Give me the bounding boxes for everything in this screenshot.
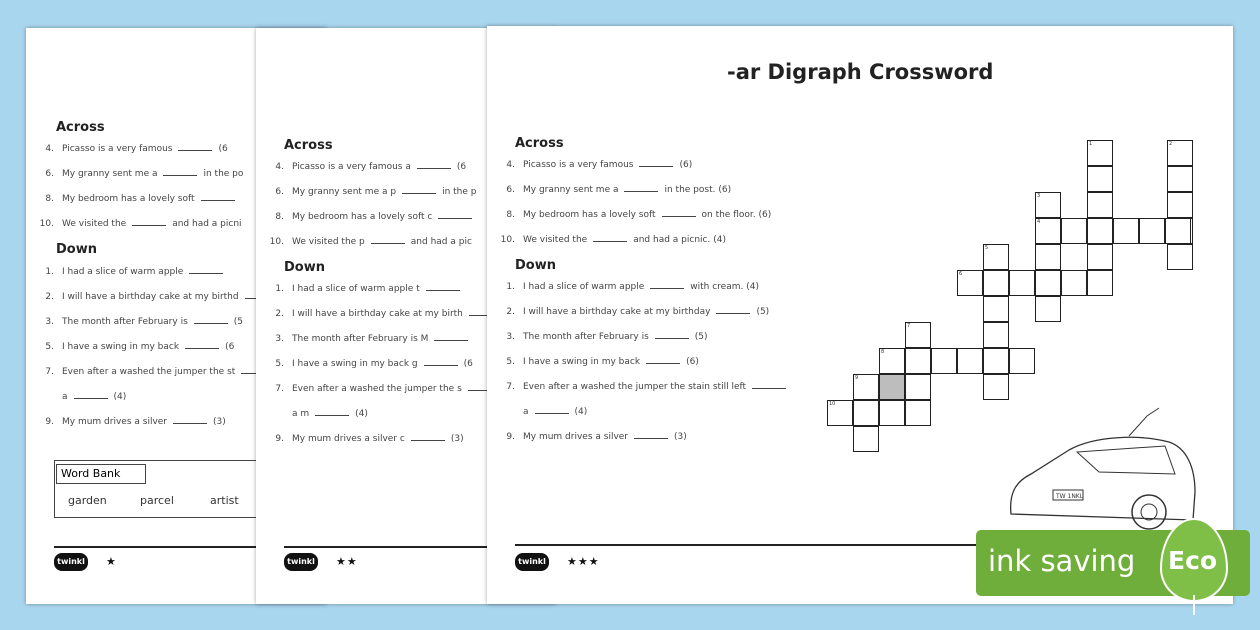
clue-text: We visited the bbox=[523, 235, 588, 245]
clue-length: (5 bbox=[233, 317, 244, 327]
clue-text: a m bbox=[292, 409, 310, 419]
crossword-cell[interactable] bbox=[1139, 218, 1165, 244]
clue-length: (6) bbox=[686, 357, 699, 367]
clue-across bbox=[32, 216, 242, 229]
clue-number: 5. bbox=[506, 357, 515, 367]
clue-down bbox=[32, 414, 226, 427]
eco-label: Eco bbox=[1168, 546, 1218, 575]
clue-number: 8. bbox=[275, 212, 284, 222]
word-bank-word: garden bbox=[68, 494, 107, 507]
clue-text: My bedroom has a lovely soft bbox=[523, 210, 656, 220]
crossword-cell[interactable] bbox=[1087, 244, 1113, 270]
crossword-cell[interactable] bbox=[1035, 270, 1061, 296]
cell-number: 5 bbox=[985, 245, 989, 251]
clue-down bbox=[32, 314, 243, 327]
clue-number: 6. bbox=[275, 187, 284, 197]
answer-blank[interactable] bbox=[411, 431, 445, 441]
clue-across bbox=[262, 209, 478, 222]
clue-down bbox=[262, 306, 509, 319]
clue-number: 4. bbox=[275, 162, 284, 172]
crossword-cell[interactable] bbox=[1009, 348, 1035, 374]
clue-text: My granny sent me a bbox=[62, 169, 158, 179]
answer-blank[interactable] bbox=[716, 304, 750, 314]
clue-across bbox=[493, 207, 771, 220]
clue-down bbox=[493, 379, 792, 392]
crossword-cell[interactable] bbox=[853, 426, 879, 452]
crossword-cell[interactable] bbox=[827, 400, 853, 426]
crossword-cell[interactable] bbox=[983, 270, 1009, 296]
answer-blank[interactable] bbox=[535, 404, 569, 414]
clue-text: a bbox=[62, 392, 68, 402]
ink-saving-label: ink saving bbox=[988, 544, 1136, 578]
crossword-cell[interactable] bbox=[905, 322, 931, 348]
crossword-cell[interactable] bbox=[957, 270, 983, 296]
clue-text: We visited the p bbox=[292, 237, 365, 247]
clue-down bbox=[493, 304, 769, 317]
clue-down bbox=[493, 329, 708, 342]
clue-text: My mum drives a silver bbox=[62, 417, 168, 427]
clue-length: (4) bbox=[355, 409, 368, 419]
crossword-cell[interactable] bbox=[1113, 218, 1139, 244]
cell-number: 1 bbox=[1089, 141, 1093, 147]
crossword-cell[interactable] bbox=[1087, 218, 1113, 244]
clue-text: a bbox=[523, 407, 529, 417]
word-bank-word: artist bbox=[210, 494, 239, 507]
across-heading: Across bbox=[284, 138, 333, 153]
clue-across bbox=[493, 157, 692, 170]
answer-blank[interactable] bbox=[438, 209, 472, 219]
clue-text: The month after February is bbox=[523, 332, 649, 342]
clue-number: 9. bbox=[506, 432, 515, 442]
across-heading: Across bbox=[56, 120, 105, 135]
clue-length: and had a pic bbox=[410, 237, 472, 247]
answer-blank[interactable] bbox=[315, 406, 349, 416]
clue-number: 10. bbox=[269, 237, 284, 247]
difficulty-stars: ★★★ bbox=[567, 555, 600, 568]
clue-text: Even after a washed the jumper the s bbox=[292, 384, 462, 394]
worksheet-three-star bbox=[487, 26, 1233, 604]
crossword-cell[interactable] bbox=[983, 296, 1009, 322]
answer-blank[interactable] bbox=[194, 314, 228, 324]
crossword-cell[interactable] bbox=[1167, 244, 1193, 270]
clue-length: in the po bbox=[203, 169, 244, 179]
clue-number: 5. bbox=[45, 342, 54, 352]
clue-text: My mum drives a silver c bbox=[292, 434, 405, 444]
twinkl-logo: twinkl bbox=[54, 553, 88, 571]
crossword-cell[interactable] bbox=[905, 374, 931, 400]
clue-length: (4) bbox=[574, 407, 588, 417]
clue-length: and had a picnic. (4) bbox=[633, 235, 726, 245]
crossword-cell[interactable] bbox=[1087, 140, 1113, 166]
cell-number: 6 bbox=[959, 271, 963, 277]
clue-text: Even after a washed the jumper the stain still left bbox=[523, 382, 747, 392]
crossword-cell[interactable] bbox=[1061, 270, 1087, 296]
word-bank-label: Word Bank bbox=[56, 464, 146, 484]
answer-blank[interactable] bbox=[624, 182, 658, 192]
car-illustration bbox=[999, 402, 1199, 532]
crossword-cell[interactable] bbox=[983, 374, 1009, 400]
answer-blank[interactable] bbox=[662, 207, 696, 217]
crossword-cell[interactable] bbox=[879, 348, 905, 374]
answer-blank[interactable] bbox=[655, 329, 689, 339]
answer-blank[interactable] bbox=[163, 166, 197, 176]
clue-text: Picasso is a very famous bbox=[523, 160, 634, 170]
clue-down bbox=[493, 404, 587, 417]
clue-down bbox=[32, 339, 234, 352]
answer-blank[interactable] bbox=[74, 389, 108, 399]
clue-across bbox=[32, 191, 241, 204]
clue-length: (5) bbox=[694, 332, 708, 342]
clue-text: The month after February is bbox=[62, 317, 188, 327]
clue-text: My bedroom has a lovely soft bbox=[62, 194, 195, 204]
clue-text: I will have a birthday cake at my birthd bbox=[62, 292, 239, 302]
answer-blank[interactable] bbox=[173, 414, 207, 424]
clue-text: I had a slice of warm apple t bbox=[292, 284, 420, 294]
clue-down bbox=[262, 431, 464, 444]
answer-blank[interactable] bbox=[371, 234, 405, 244]
clue-number: 3. bbox=[275, 334, 284, 344]
cell-number: 3 bbox=[1037, 193, 1041, 199]
clue-text: I have a swing in my back bbox=[62, 342, 180, 352]
clue-length: (3) bbox=[450, 434, 464, 444]
across-heading: Across bbox=[515, 136, 564, 151]
clue-text: The month after February is M bbox=[292, 334, 429, 344]
clue-length: (6 bbox=[225, 342, 235, 352]
clue-across bbox=[262, 234, 472, 247]
clue-number: 10. bbox=[500, 235, 515, 245]
crossword-cell[interactable] bbox=[1035, 218, 1061, 244]
clue-number: 1. bbox=[45, 267, 54, 277]
clue-number: 7. bbox=[506, 382, 515, 392]
clue-text: My mum drives a silver bbox=[523, 432, 629, 442]
crossword-cell[interactable] bbox=[1035, 192, 1061, 218]
answer-blank[interactable] bbox=[189, 264, 223, 274]
clue-length: and had a picni bbox=[172, 219, 242, 229]
answer-blank[interactable] bbox=[417, 159, 451, 169]
clue-down bbox=[32, 389, 126, 402]
clue-across bbox=[262, 184, 476, 197]
answer-blank[interactable] bbox=[752, 379, 786, 389]
answer-blank[interactable] bbox=[426, 281, 460, 291]
crossword-cell[interactable] bbox=[931, 348, 957, 374]
answer-blank[interactable] bbox=[639, 157, 673, 167]
clue-text: I will have a birthday cake at my birth bbox=[292, 309, 463, 319]
answer-blank[interactable] bbox=[424, 356, 458, 366]
clue-length: (3) bbox=[674, 432, 687, 442]
cell-number: 2 bbox=[1169, 141, 1173, 147]
clue-text: I had a slice of warm apple bbox=[523, 282, 645, 292]
crossword-cell[interactable] bbox=[1061, 218, 1087, 244]
answer-blank[interactable] bbox=[650, 279, 684, 289]
cell-number: 9 bbox=[855, 375, 859, 381]
clue-number: 1. bbox=[506, 282, 515, 292]
answer-blank[interactable] bbox=[201, 191, 235, 201]
answer-blank[interactable] bbox=[185, 339, 219, 349]
crossword-cell[interactable] bbox=[1087, 192, 1113, 218]
clue-down bbox=[262, 331, 474, 344]
crossword-cell[interactable] bbox=[983, 244, 1009, 270]
clue-text: I have a swing in my back bbox=[523, 357, 641, 367]
crossword-cell[interactable] bbox=[853, 374, 879, 400]
clue-across bbox=[493, 232, 726, 245]
clue-length: (6) bbox=[679, 160, 693, 170]
clue-down bbox=[493, 279, 759, 292]
crossword-cell[interactable] bbox=[879, 400, 905, 426]
clue-down bbox=[32, 364, 281, 377]
answer-blank[interactable] bbox=[434, 331, 468, 341]
clue-number: 10. bbox=[39, 219, 54, 229]
crossword-cell[interactable] bbox=[1035, 244, 1061, 270]
clue-number: 5. bbox=[275, 359, 284, 369]
clue-number: 7. bbox=[275, 384, 284, 394]
clue-down bbox=[262, 406, 368, 419]
clue-number: 9. bbox=[45, 417, 54, 427]
clue-text: Even after a washed the jumper the st bbox=[62, 367, 236, 377]
clue-number: 8. bbox=[45, 194, 54, 204]
clue-across bbox=[262, 159, 466, 172]
clue-across bbox=[493, 182, 731, 195]
clue-length: (6 bbox=[456, 162, 467, 172]
clue-down bbox=[262, 356, 473, 369]
clue-number: 7. bbox=[45, 367, 54, 377]
page-title: -ar Digraph Crossword bbox=[727, 60, 994, 84]
crossword-cell[interactable] bbox=[1009, 270, 1035, 296]
crossword-cell[interactable] bbox=[1167, 166, 1193, 192]
cell-number: 8 bbox=[881, 349, 885, 355]
crossword-cell[interactable] bbox=[1035, 296, 1061, 322]
difficulty-stars: ★★ bbox=[336, 555, 358, 568]
twinkl-logo: twinkl bbox=[284, 553, 318, 571]
clue-number: 3. bbox=[45, 317, 54, 327]
clue-length: (5) bbox=[756, 307, 770, 317]
clue-length: (6 bbox=[463, 359, 473, 369]
clue-number: 2. bbox=[275, 309, 284, 319]
clue-length: (6 bbox=[218, 144, 228, 154]
clue-text: Picasso is a very famous bbox=[62, 144, 173, 154]
crossword-cell[interactable] bbox=[879, 374, 905, 400]
clue-number: 3. bbox=[506, 332, 515, 342]
clue-down bbox=[32, 264, 229, 277]
answer-blank[interactable] bbox=[593, 232, 627, 242]
answer-blank[interactable] bbox=[178, 141, 212, 151]
leaf-stem bbox=[1193, 595, 1195, 615]
clue-number: 4. bbox=[45, 144, 54, 154]
answer-blank[interactable] bbox=[634, 429, 668, 439]
clue-text: My bedroom has a lovely soft c bbox=[292, 212, 433, 222]
clue-length: (3) bbox=[213, 417, 226, 427]
twinkl-logo: twinkl bbox=[515, 553, 549, 571]
crossword-cell[interactable] bbox=[957, 348, 983, 374]
crossword-cell[interactable] bbox=[1167, 140, 1193, 166]
clue-across bbox=[32, 141, 228, 154]
clue-number: 6. bbox=[45, 169, 54, 179]
clue-length: in the post. (6) bbox=[664, 185, 732, 195]
clue-length: with cream. (4) bbox=[690, 282, 759, 292]
clue-number: 8. bbox=[506, 210, 515, 220]
difficulty-stars: ★ bbox=[106, 555, 117, 568]
crossword-cell[interactable] bbox=[1087, 166, 1113, 192]
crossword-cell[interactable] bbox=[983, 322, 1009, 348]
crossword-cell[interactable] bbox=[853, 400, 879, 426]
down-heading: Down bbox=[515, 258, 556, 273]
clue-number: 9. bbox=[275, 434, 284, 444]
clue-text: We visited the bbox=[62, 219, 127, 229]
clue-number: 2. bbox=[506, 307, 515, 317]
clue-text: My granny sent me a bbox=[523, 185, 619, 195]
crossword-cell[interactable] bbox=[905, 348, 931, 374]
cell-number: 10 bbox=[829, 401, 836, 407]
clue-down bbox=[262, 281, 466, 294]
clue-number: 1. bbox=[275, 284, 284, 294]
clue-down bbox=[32, 289, 285, 302]
clue-length: on the floor. (6) bbox=[701, 210, 772, 220]
down-heading: Down bbox=[56, 242, 97, 257]
crossword-cell[interactable] bbox=[1087, 270, 1113, 296]
clue-down bbox=[262, 381, 508, 394]
clue-across bbox=[32, 166, 243, 179]
word-bank-word: parcel bbox=[140, 494, 174, 507]
down-heading: Down bbox=[284, 260, 325, 275]
clue-text: I have a swing in my back g bbox=[292, 359, 418, 369]
clue-down bbox=[493, 429, 687, 442]
clue-length: (4) bbox=[113, 392, 127, 402]
cell-number: 4 bbox=[1037, 219, 1041, 225]
clue-number: 6. bbox=[506, 185, 515, 195]
number-plate: TW 1NKL bbox=[1056, 493, 1084, 500]
answer-blank[interactable] bbox=[132, 216, 166, 226]
cell-number: 7 bbox=[907, 323, 911, 329]
crossword-cell[interactable] bbox=[983, 348, 1009, 374]
crossword-cell[interactable] bbox=[1167, 192, 1193, 218]
clue-text: My granny sent me a p bbox=[292, 187, 397, 197]
clue-down bbox=[493, 354, 699, 367]
answer-blank[interactable] bbox=[646, 354, 680, 364]
crossword-cell[interactable] bbox=[1165, 218, 1191, 244]
crossword-cell[interactable] bbox=[905, 400, 931, 426]
clue-number: 4. bbox=[506, 160, 515, 170]
clue-text: I will have a birthday cake at my birthday bbox=[523, 307, 711, 317]
clue-length: in the p bbox=[442, 187, 477, 197]
answer-blank[interactable] bbox=[402, 184, 436, 194]
clue-text: Picasso is a very famous a bbox=[292, 162, 411, 172]
clue-number: 2. bbox=[45, 292, 54, 302]
clue-text: I had a slice of warm apple bbox=[62, 267, 184, 277]
